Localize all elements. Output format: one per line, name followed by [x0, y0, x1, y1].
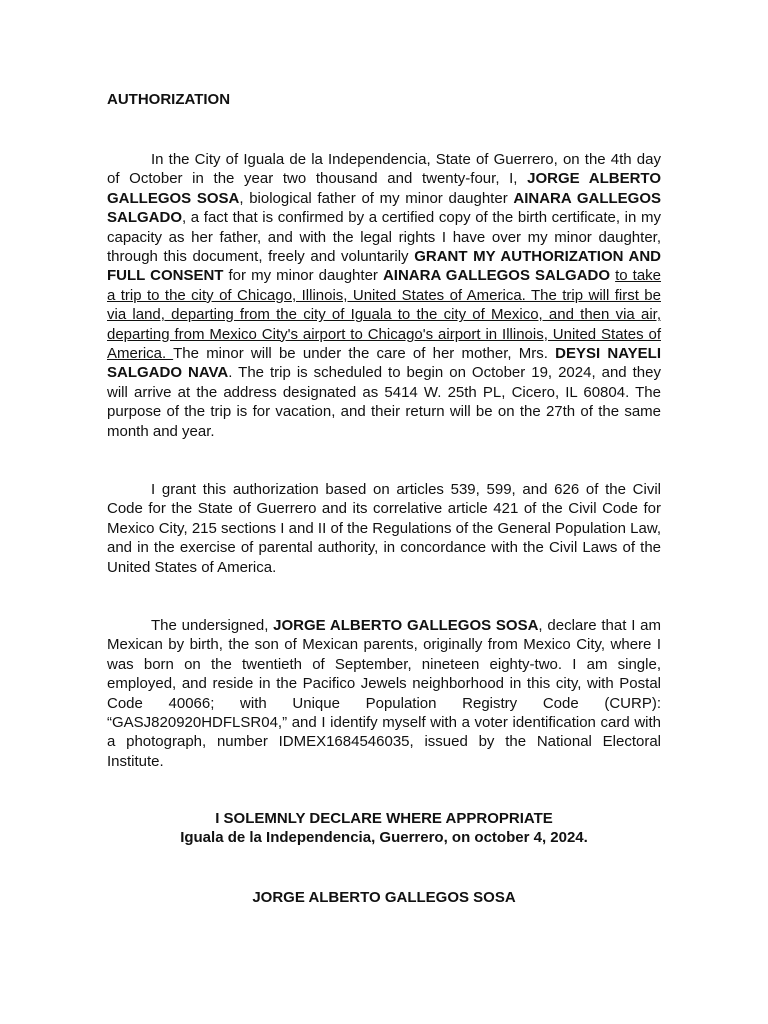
mother-name: DEYSI NAYELI SALGADO NAVA — [107, 345, 661, 382]
solemn-declaration: I SOLEMNLY DECLARE WHERE APPROPRIATE — [215, 810, 553, 827]
authorization-paragraph — [107, 150, 661, 441]
declarant-paragraph — [107, 616, 661, 771]
legal-basis-paragraph: I grant this authorization based on articles 539, 599, and 626 of the Civil Code for the State of Guerrero and its correlative article 421 of the Civil Code for Mexico City, 215 sections I and II of the Regulations of the General Population Law, and in the exercise of parental authority, in concordance with the Civil Laws of the United States of America. — [107, 481, 661, 576]
p1-text-3: , a fact that is confirmed by a certified copy of the birth certificate, in my capacity as her father, and with the legal rights I have over my minor daughter, through this document, freely and voluntarily — [107, 209, 661, 266]
p1-text-2: , biological father of my minor daughter — [239, 189, 514, 207]
declarant-name: JORGE ALBERTO GALLEGOS SOSA — [273, 617, 539, 634]
daughter-name: AINARA GALLEGOS SALGADO — [107, 189, 661, 227]
p1-text-4: for my minor daughter — [223, 267, 383, 285]
signatory-name: JORGE ALBERTO GALLEGOS SOSA — [252, 889, 516, 906]
document-title: AUTHORIZATION — [107, 91, 231, 108]
father-name: JORGE ALBERTO GALLEGOS SOSA — [107, 170, 661, 207]
consent-statement: GRANT MY AUTHORIZATION AND FULL CONSENT — [107, 248, 662, 285]
daughter-name-2: AINARA GALLEGOS SALGADO — [382, 267, 611, 285]
p1-text-1: In the City of Iguala de la Independencia, State of Guerrero, on the 4th day of October in the year two thousand and twenty-four, I, — [107, 151, 661, 188]
trip-description: to take a trip to the city of Chicago, Illinois, United States of America. The trip will first be via land, departing from the city of Iguala to the city of Mexico, and then via air, departing from Mexico City's airport to Chicago's airport in Illinois, United States of America. — [107, 267, 662, 363]
p1-text-6: The minor will be under the care of her mother, Mrs. — [173, 345, 556, 363]
p3-text-2: , declare that I am Mexican by birth, the son of Mexican parents, originally from Mexico City, where I was born on the twentieth of September, nineteen eighty-two. I am single, employed, and reside in the Pacifico Jewels neighborhood in this city, with Postal Code 40066; with Unique Population Registry Code (CURP): “GASJ820920HDFLSR04,” and I identify myself with a voter identification card with a photograph, number IDMEX1684546035, issued by the National Electoral Institute. — [107, 617, 661, 770]
place-and-date: Iguala de la Independencia, Guerrero, on october 4, 2024. — [180, 829, 588, 846]
p3-text-1: The undersigned, — [151, 617, 274, 634]
p1-text-7: . The trip is scheduled to begin on October 19, 2024, and they will arrive at the address designated as 5414 W. 25th PL, Cicero, IL 60804. The purpose of the trip is for vacation, and their return will be on the 27th of the same month and year. — [107, 364, 661, 440]
